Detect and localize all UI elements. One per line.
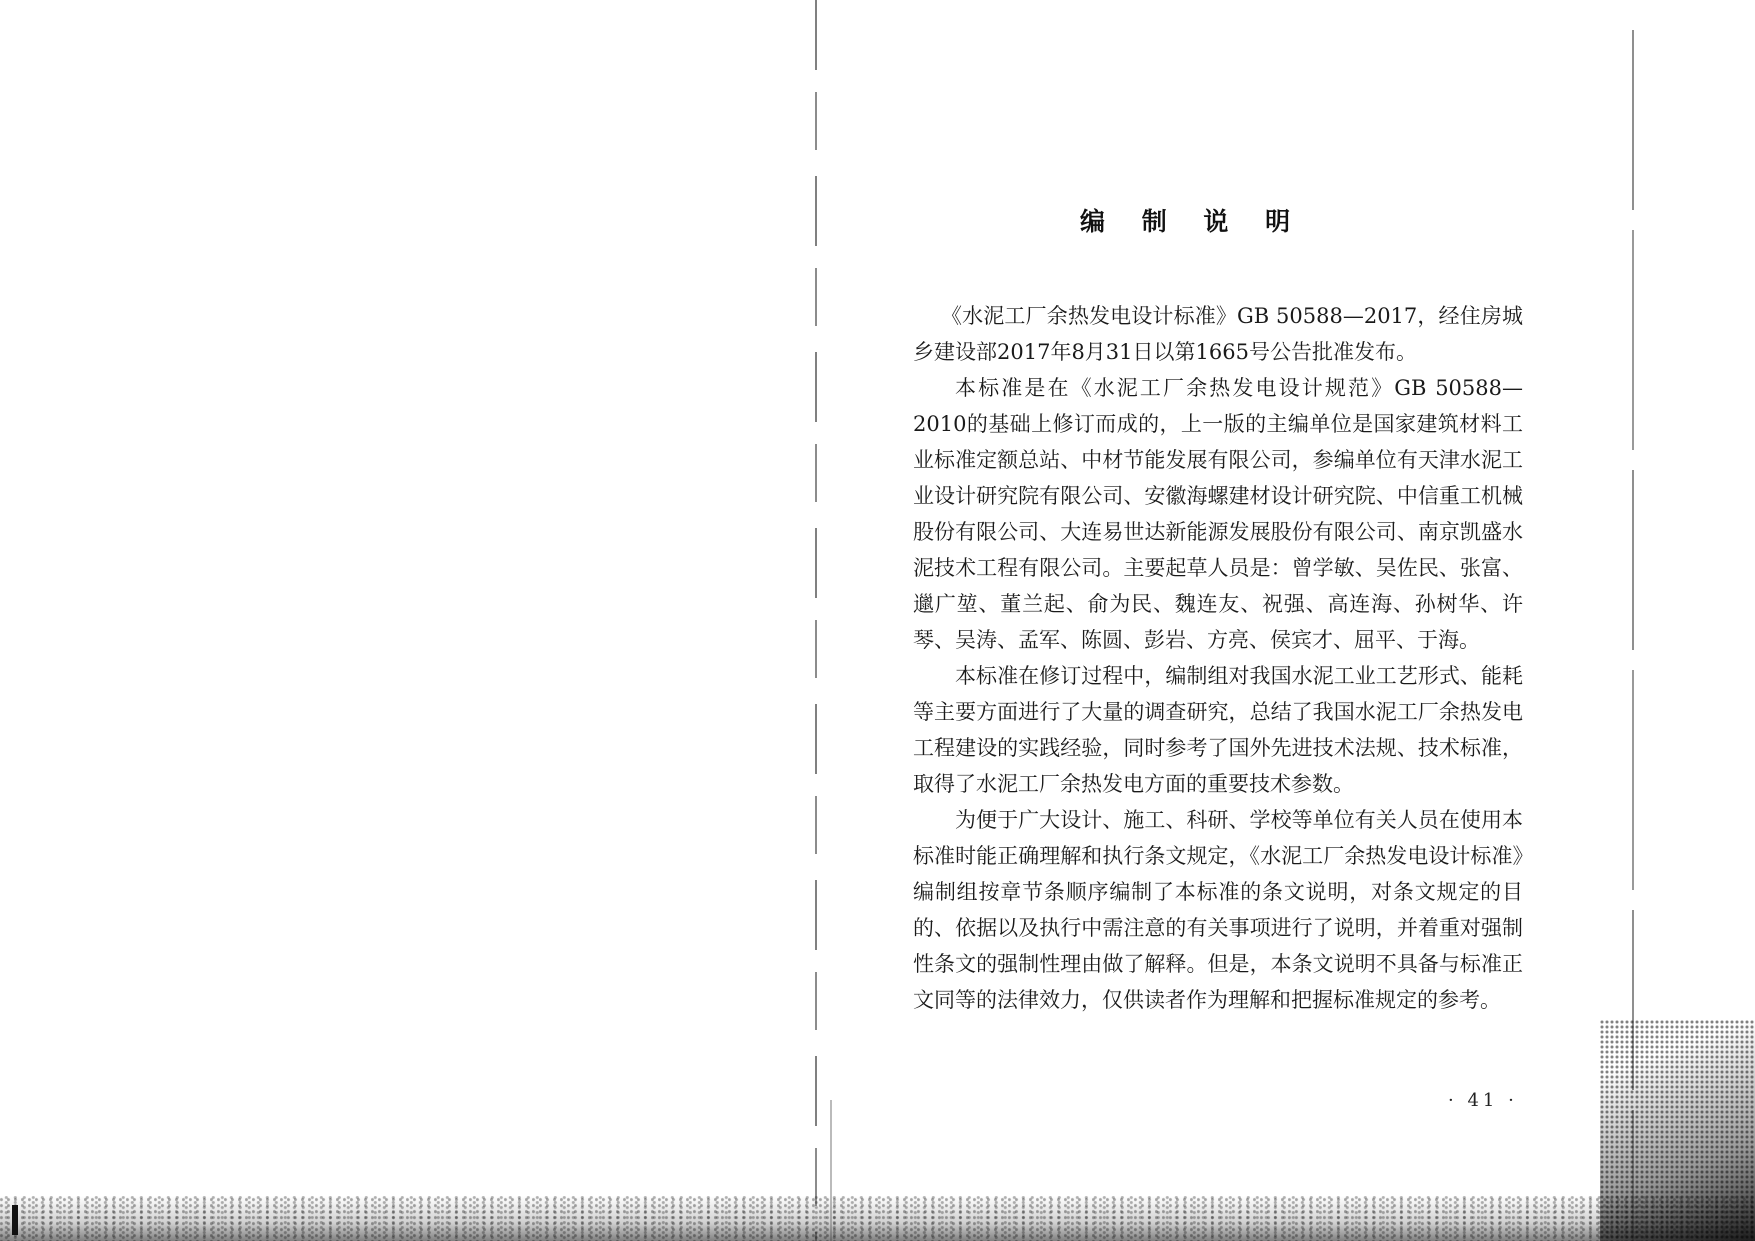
- paragraph-3: 本标准在修订过程中，编制组对我国水泥工业工艺形式、能耗等主要方面进行了大量的调查研究，总结了我国水泥工厂余热发电工程建设的实践经验，同时参考了国外先进技术法规、技术标准，取得了水泥工厂余热发电方面的重要技术参数。: [913, 664, 1523, 796]
- paragraph-2: 本标准是在《水泥工厂余热发电设计规范》GB 50588—2010的基础上修订而成的，上一版的主编单位是国家建筑材料工业标准定额总站、中材节能发展有限公司，参编单位有天津水泥工业设计研究院有限公司、安徽海螺建材设计研究院、中信重工机械股份有限公司、大连易世达新能源发展股份有限公司、南京凯盛水泥技术工程有限公司。主要起草人员是：曾学敏、吴佐民、张富、邋广堃、董兰起、俞为民、魏连友、祝强、高连海、孙树华、许琴、吴涛、孟军、陈圆、彭岩、方亮、侯宾才、屈平、于海。: [913, 376, 1523, 652]
- paragraph-1: 《水泥工厂余热发电设计标准》GB 50588—2017，经住房城乡建设部2017年8月31日以第1665号公告批准发布。: [913, 304, 1523, 364]
- body-text: [913, 298, 1523, 1018]
- scan-shadow-corner: [1600, 1020, 1755, 1241]
- page-number: · 41 ·: [1448, 1090, 1518, 1111]
- scan-shadow-bottom: [0, 1196, 1755, 1241]
- book-gutter: [815, 0, 817, 1241]
- page-title: 编 制 说 明: [1080, 207, 1305, 236]
- scan-edge-mark: [12, 1205, 18, 1235]
- left-page-blank: [0, 0, 820, 1241]
- paragraph-4: 为便于广大设计、施工、科研、学校等单位有关人员在使用本标准时能正确理解和执行条文规定，《水泥工厂余热发电设计标准》编制组按章节条顺序编制了本标准的条文说明，对条文规定的目的、依据以及执行中需注意的有关事项进行了说明，并着重对强制性条文的强制性理由做了解释。但是，本条文说明不具备与标准正文同等的法律效力，仅供读者作为理解和把握标准规定的参考。: [913, 808, 1523, 1012]
